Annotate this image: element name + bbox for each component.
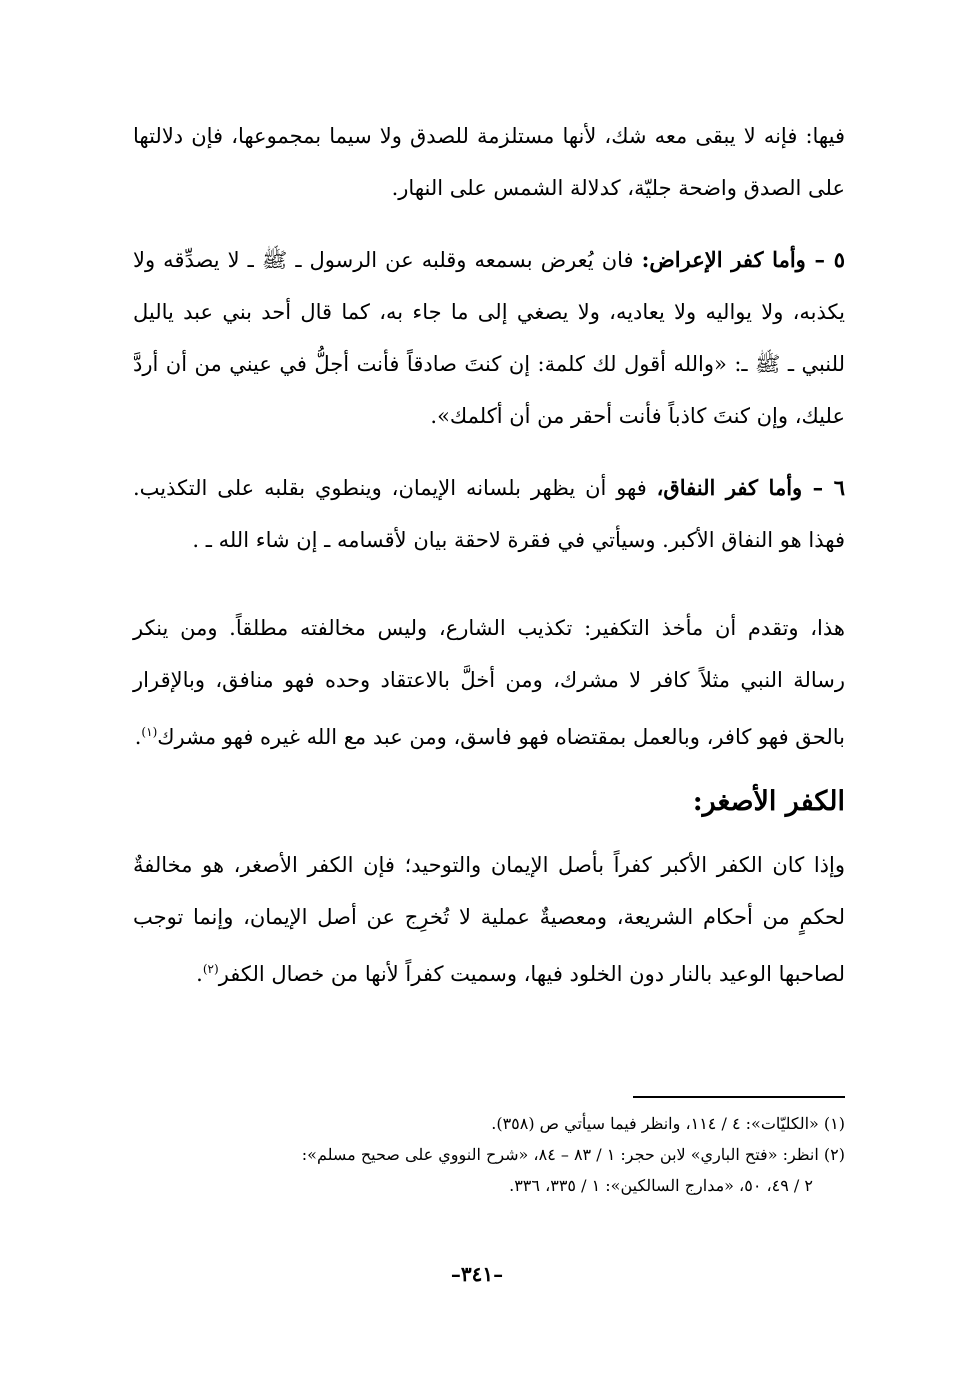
footnote-2-line-2: ٢ / ٤٩، ٥٠، «مدارج السالكين»: ١ / ٣٣٥، ٣٣٦. (509, 1176, 813, 1195)
paragraph-2-text: فان يُعرض بسمعه وقلبه عن الرسول ـ ﷺ ـ لا يصدِّقه ولا يكذبه، ولا يواليه ولا يعاديه، ولا يصغي إلى ما جاء به، كما قال أحد بني عبد ياليل للنبي ـ ﷺ ـ: «والله أقول لك كلمة: إن كنتَ صادقاً فأنت أجلُّ في عيني من أن أردَّ عليك، وإن كنتَ كاذباً فأنت أحقر من أن أكلمك». (133, 248, 845, 428)
paragraph-3-lead: ٦ – وأما كفر النفاق، (656, 475, 845, 500)
paragraph-5-text: وإذا كان الكفر الأكبر كفراً بأصل الإيمان والتوحيد؛ فإن الكفر الأصغر، هو مخالفةٌ لحكمٍ من أحكام الشريعة، ومعصيةٌ عملية لا تُخرِج عن أصل الإيمان، وإنما توجب لصاحبها الوعيد بالنار دون الخلود فيها، وسميت كفراً لأنها من خصال الكفر (133, 853, 845, 986)
section-heading: الكفر الأصغر: (692, 786, 845, 817)
paragraph-1-text: فيها: فإنه لا يبقى معه شك، لأنها مستلزمة للصدق ولا سيما بمجموعها، فإن دلالتها على الصدق واضحة جليّة، كدلالة الشمس على النهار. (133, 124, 845, 200)
page-body (133, 110, 845, 1000)
page-number: –٣٤١– (450, 1262, 504, 1286)
paragraph-2 (133, 234, 845, 442)
paragraph-2-lead: ٥ – وأما كفر الإعراض: (641, 247, 845, 272)
footnote-1: (١) «الكليّات»: ٤ / ١١٤، وانظر فيما سيأتي ص (٣٥٨). (491, 1114, 845, 1133)
paragraph-4-text: هذا، وتقدم أن مأخذ التكفير: تكذيب الشارع، وليس مخالفته مطلقاً. ومن ينكر رسالة النبي مثلاً كافر لا مشرك، ومن أخلَّ بالاعتقاد وحده فهو منافق، وبالإقرار بالحق فهو كافر، وبالعمل بمقتضاه فهو فاسق، ومن عبد مع الله غيره فهو مشرك (133, 616, 845, 749)
paragraph-3-text: فهو أن يظهر بلسانه الإيمان، وينطوي بقلبه على التكذيب. فهذا هو النفاق الأكبر. وسيأتي في فقرة لاحقة بيان لأقسامه ـ إن شاء الله ـ . (133, 476, 845, 552)
paragraph-4 (133, 602, 845, 763)
footnote-2-line-1: (٢) انظر: «فتح الباري» لابن حجر: ١ / ٨٣ – ٨٤، «شرح النووي على صحيح مسلم»: (301, 1145, 845, 1164)
paragraph-1 (133, 110, 845, 214)
paragraph-4-end: . (134, 725, 142, 749)
paragraph-5 (133, 839, 845, 1000)
paragraph-5-end: . (196, 962, 203, 986)
paragraph-3 (133, 462, 845, 566)
footnote-divider (633, 1096, 845, 1098)
footnote-ref-1: (١) (141, 725, 158, 739)
footnotes (133, 1108, 845, 1201)
footnote-ref-2: (٢) (202, 962, 219, 976)
